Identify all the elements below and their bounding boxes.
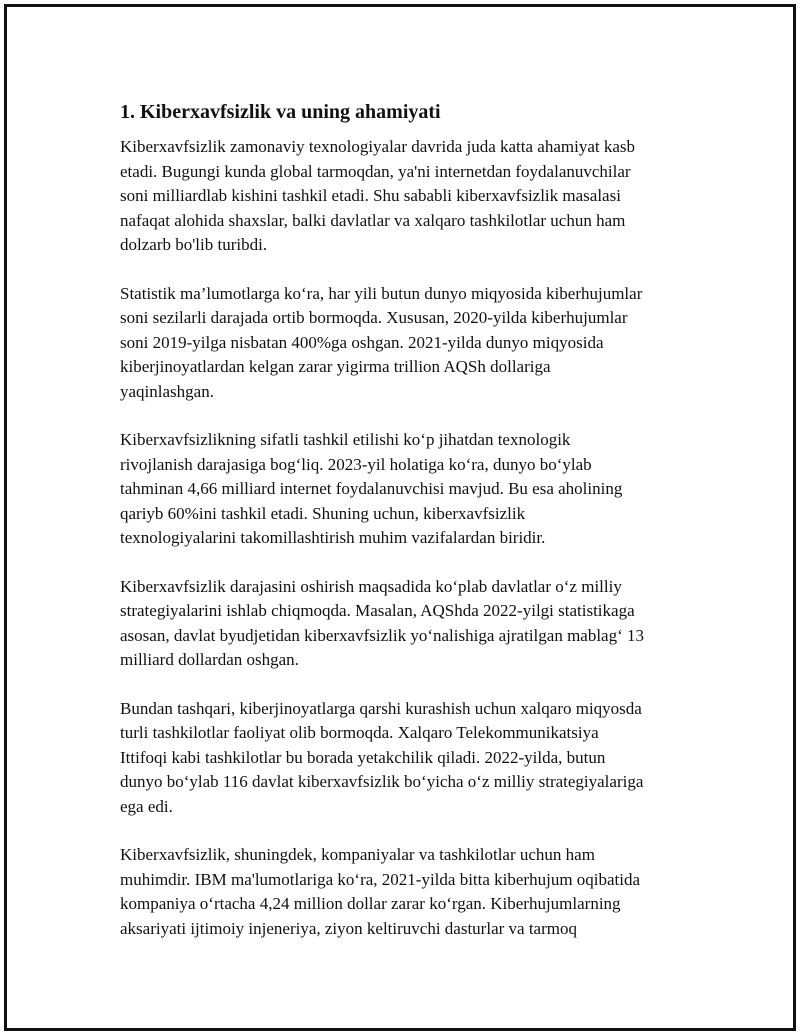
text-line: soni sezilarli darajada ortib bormoqda. Xususan, 2020-yilda kiberhujumlar xyxy=(120,308,628,327)
text-line: turli tashkilotlar faoliyat olib bormoqda. Xalqaro Telekommunikatsiya xyxy=(120,723,599,742)
text-line: ega edi. xyxy=(120,796,173,816)
text-line: Kiberxavfsizlik darajasini oshirish maqsadida ko‘plab davlatlar o‘z milliy xyxy=(120,576,622,596)
paragraph xyxy=(120,135,695,258)
text-line: qariyb 60%ini tashkil etadi. Shuning uchun, kiberxavfsizlik xyxy=(120,503,526,523)
text-line: dunyo bo‘ylab 116 davlat kiberxavfsizlik bo‘yicha o‘z milliy strategiyalariga xyxy=(120,772,644,791)
text-line: dolzarb bo'lib turibdi. xyxy=(120,235,268,254)
paragraph xyxy=(120,843,695,941)
text-line: kompaniya o‘rtacha 4,24 million dollar zarar ko‘rgan. Kiberhujumlarning xyxy=(120,894,621,913)
text-line: Kiberxavfsizlik, shuningdek, kompaniyalar va tashkilotlar uchun ham xyxy=(120,845,595,864)
text-line: Ittifoqi kabi tashkilotlar bu borada yetakchilik qiladi. 2022-yilda, butun xyxy=(120,747,606,767)
paragraph xyxy=(120,575,695,673)
page-frame xyxy=(4,4,796,1031)
text-line: asosan, davlat byudjetidan kiberxavfsizlik yo‘nalishiga ajratilgan mablag‘ 13 xyxy=(120,625,645,645)
text-line: strategiyalarini ishlab chiqmoqda. Masalan, AQShda 2022-yilgi statistikaga xyxy=(120,601,635,620)
text-line: texnologiyalarini takomillashtirish muhim vazifalardan biridir. xyxy=(120,528,546,547)
section-heading: 1. Kiberxavfsizlik va uning ahamiyati xyxy=(120,101,441,123)
paragraph xyxy=(120,697,695,820)
paragraph xyxy=(120,428,695,551)
text-line: yaqinlashgan. xyxy=(120,381,214,401)
text-line: muhimdir. IBM ma'lumotlariga ko‘ra, 2021-yilda bitta kiberhujum oqibatida xyxy=(120,869,641,889)
text-line: etadi. Bugungi kunda global tarmoqdan, ya'ni internetdan foydalanuvchilar xyxy=(120,161,631,181)
text-line: soni milliardlab kishini tashkil etadi. Shu sababli kiberxavfsizlik masalasi xyxy=(120,186,621,205)
text-line: Kiberxavfsizlikning sifatli tashkil etilishi ko‘p jihatdan texnologik xyxy=(120,430,571,449)
document-body xyxy=(120,99,695,965)
text-line: Statistik ma’lumotlarga ko‘ra, har yili butun dunyo miqyosida kiberhujumlar xyxy=(120,283,643,303)
text-line: nafaqat alohida shaxslar, balki davlatlar va xalqaro tashkilotlar uchun ham xyxy=(120,210,626,230)
paragraph xyxy=(120,282,695,405)
text-line: Kiberxavfsizlik zamonaviy texnologiyalar davrida juda katta ahamiyat kasb xyxy=(120,137,636,156)
text-line: soni 2019-yilga nisbatan 400%ga oshgan. 2021-yilda dunyo miqyosida xyxy=(120,332,604,352)
text-line: tahminan 4,66 milliard internet foydalanuvchisi mavjud. Bu esa aholining xyxy=(120,479,623,498)
text-line: Bundan tashqari, kiberjinoyatlarga qarshi kurashish uchun xalqaro miqyosda xyxy=(120,698,642,718)
text-line: kiberjinoyatlardan kelgan zarar yigirma trillion AQSh dollariga xyxy=(120,357,551,376)
text-line: milliard dollardan oshgan. xyxy=(120,650,299,669)
text-line: aksariyati ijtimoiy injeneriya, ziyon keltiruvchi dasturlar va tarmoq xyxy=(120,918,577,938)
text-line: rivojlanish darajasiga bog‘liq. 2023-yil holatiga ko‘ra, dunyo bo‘ylab xyxy=(120,454,592,474)
